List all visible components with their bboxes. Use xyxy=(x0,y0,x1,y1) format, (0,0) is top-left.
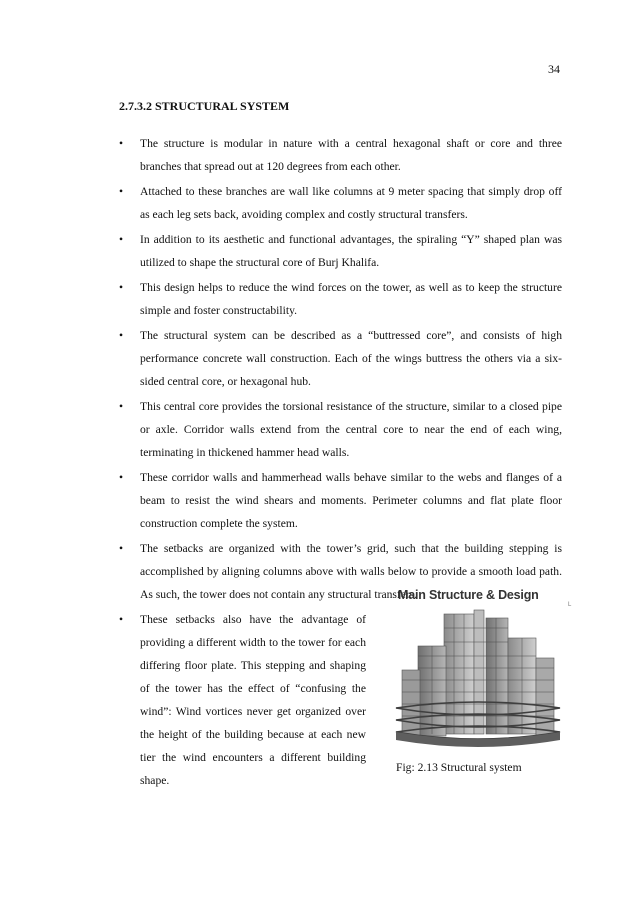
bullet-icon: • xyxy=(119,542,124,555)
list-item-text: This central core provides the torsional resistance of the structure, similar to a closed pipe or axle. Corridor walls extend from the central core to near the end of each wing, terminating in thickened hammer head walls. xyxy=(140,400,562,459)
section-heading: 2.7.3.2 STRUCTURAL SYSTEM xyxy=(119,99,290,113)
bullet-icon: • xyxy=(119,281,124,294)
list-item xyxy=(119,132,562,178)
bullet-icon: • xyxy=(119,400,124,413)
bullet-icon: • xyxy=(119,233,124,246)
list-item-text: The structure is modular in nature with a central hexagonal shaft or core and three branches that spread out at 120 degrees from each other. xyxy=(140,137,562,173)
bullet-icon: • xyxy=(119,471,124,484)
bullet-icon: • xyxy=(119,185,124,198)
bullet-icon: • xyxy=(119,613,124,626)
figure-corner-mark: L xyxy=(568,602,572,608)
list-item xyxy=(119,324,562,393)
bullet-icon: • xyxy=(119,329,124,342)
list-item xyxy=(119,180,562,226)
list-item xyxy=(119,228,562,274)
list-item xyxy=(119,276,562,322)
list-item xyxy=(119,395,562,464)
figure-caption: Fig: 2.13 Structural system xyxy=(396,761,522,774)
list-item xyxy=(119,608,366,792)
list-item-text: The setbacks are organized with the tower’s grid, such that the building stepping is accomplished by aligning columns above with walls below to provide a smooth load path. As such, the tower does not contain any structural transfers. xyxy=(140,542,562,601)
list-item-text: Attached to these branches are wall like columns at 9 meter spacing that simply drop off as each leg sets back, avoiding complex and costly structural transfers. xyxy=(140,185,562,221)
list-item xyxy=(119,466,562,535)
structural-system-figure xyxy=(388,578,572,758)
bullet-icon: • xyxy=(119,137,124,150)
building-structure-image xyxy=(388,608,568,758)
page-number: 34 xyxy=(548,62,560,76)
figure-title: Main Structure & Design xyxy=(398,588,539,602)
list-item-text: In addition to its aesthetic and functional advantages, the spiraling “Y” shaped plan was utilized to shape the structural core of Burj Khalifa. xyxy=(140,233,562,269)
list-item-text: These setbacks also have the advantage of providing a different width to the tower for each differing floor plate. This stepping and shaping of the tower has the effect of “confusing the wind”: Wind vortices never get organized over the height of the building because at each new tier the wind encounters a different building shape. xyxy=(140,613,366,787)
list-item-text: This design helps to reduce the wind forces on the tower, as well as to keep the structure simple and foster constructability. xyxy=(140,281,562,317)
list-item-text: These corridor walls and hammerhead walls behave similar to the webs and flanges of a beam to resist the wind shears and moments. Perimeter columns and flat plate floor construction complete the system. xyxy=(140,471,562,530)
list-item-text: The structural system can be described as a “buttressed core”, and consists of high performance concrete wall construction. Each of the wings buttress the others via a six-sided central core, or hexagonal hub. xyxy=(140,329,562,388)
